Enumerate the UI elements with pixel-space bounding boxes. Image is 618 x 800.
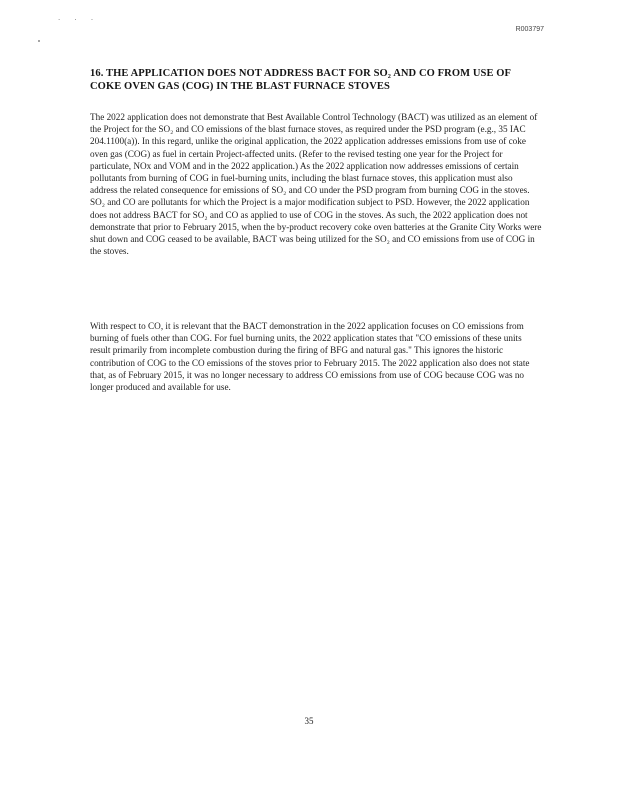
section-heading: 16. THE APPLICATION DOES NOT ADDRESS BACT FOR SO₂ AND CO FROM USE OF COKE OVEN GAS (COG) IN THE BLAST FURNACE STOVES: [90, 68, 511, 92]
page-number: 35: [304, 716, 314, 726]
scan-artifact-marks: · · ·: [58, 16, 100, 24]
bates-number: R003797: [515, 26, 544, 33]
scan-artifact-dot: [38, 40, 40, 42]
paragraph-1: The 2022 application does not demonstrate that Best Available Control Technology (BACT) was utilized as an element of the Project for the SO₂ and CO emissions of the blast furnace stoves, as required under the PSD program (e.g., 35 IAC 204.1100(a)). In this regard, unlike the original application, the 2022 application addresses emissions from use of coke oven gas (COG) as fuel in certain Project-affected units. (Refer to the revised testing one year for the Project for particulate, NOx and VOM and in the 2022 application.) As the 2022 application now addresses emissions of certain pollutants from burning of COG in fuel-burning units, including the blast furnace stoves, this application must also address the related consequence for emissions of SO₂ and CO under the PSD program from burning COG in the stoves. SO₂ and CO are pollutants for which the Project is a major modification subject to PSD. However, the 2022 application does not address BACT for SO₂ and CO as applied to use of COG in the stoves. As such, the 2022 application does not demonstrate that prior to February 2015, when the by-product recovery coke oven batteries at the Granite City Works were shut down and COG ceased to be available, BACT was being utilized for the SO₂ and CO emissions from use of COG in the stoves.: [90, 112, 542, 257]
paragraph-2: With respect to CO, it is relevant that the BACT demonstration in the 2022 application focuses on CO emissions from burning of fuels other than COG. For fuel burning units, the 2022 application states that "CO emissions of these units result primarily from incomplete combustion during the firing of BFG and natural gas." This ignores the historic contribution of COG to the CO emissions of the stoves prior to February 2015. The 2022 application also does not state that, as of February 2015, it was no longer necessary to address CO emissions from use of COG because COG was no longer produced and available for use.: [90, 321, 530, 393]
